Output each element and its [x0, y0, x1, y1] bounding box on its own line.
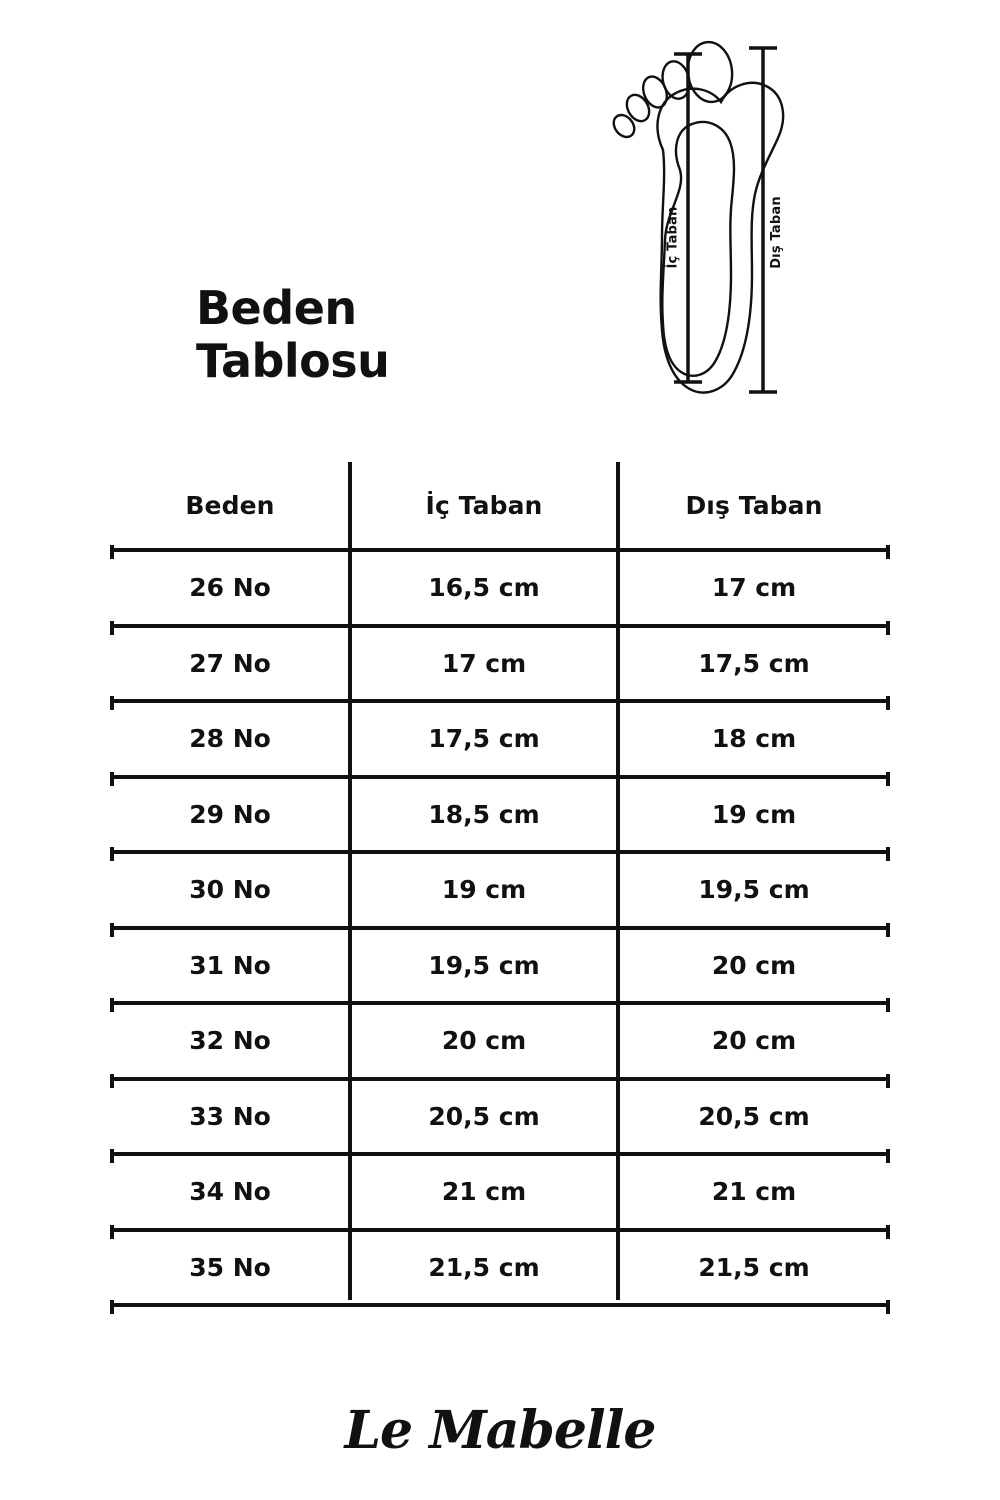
cell-dis-taban: 21,5 cm: [618, 1230, 890, 1306]
cell-ic-taban: 16,5 cm: [350, 550, 618, 626]
cell-ic-taban: 20,5 cm: [350, 1079, 618, 1155]
cell-dis-taban: 17 cm: [618, 550, 890, 626]
cell-dis-taban: 19 cm: [618, 777, 890, 853]
foot-measurement-diagram: [600, 30, 840, 420]
rule-end-cap: [110, 847, 114, 861]
cell-ic-taban: 17,5 cm: [350, 701, 618, 777]
rule-end-cap: [110, 998, 114, 1012]
cell-dis-taban: 20 cm: [618, 1003, 890, 1079]
table-row: [110, 928, 890, 1004]
rule-end-cap: [886, 1074, 890, 1088]
table-row: [110, 777, 890, 853]
cell-ic-taban: 21,5 cm: [350, 1230, 618, 1306]
cell-ic-taban: 19 cm: [350, 852, 618, 928]
cell-ic-taban: 19,5 cm: [350, 928, 618, 1004]
brand-logo: Le Mabelle: [344, 1400, 656, 1461]
column-divider-2: [616, 462, 620, 1300]
table-row: [110, 1079, 890, 1155]
rule-end-cap: [886, 621, 890, 635]
rule-end-cap: [110, 1074, 114, 1088]
cell-dis-taban: 20 cm: [618, 928, 890, 1004]
cell-ic-taban: 21 cm: [350, 1154, 618, 1230]
table-row: [110, 1154, 890, 1230]
cell-beden: 29 No: [110, 777, 350, 853]
rule-end-cap: [110, 545, 114, 559]
table-row: [110, 626, 890, 702]
cell-beden: 30 No: [110, 852, 350, 928]
page-title: [196, 282, 576, 389]
rule-end-cap: [886, 772, 890, 786]
rule-end-cap: [110, 772, 114, 786]
size-chart-table: [110, 462, 890, 1307]
rule-end-cap: [886, 545, 890, 559]
footprint-icon: [600, 30, 840, 420]
column-header-beden: Beden: [185, 490, 275, 520]
diagram-outer-sole-label: Dış Taban: [768, 196, 784, 269]
cell-beden: 27 No: [110, 626, 350, 702]
table-row: [110, 701, 890, 777]
table-row: [110, 1003, 890, 1079]
rule-end-cap: [886, 847, 890, 861]
cell-dis-taban: 21 cm: [618, 1154, 890, 1230]
table-row: [110, 1230, 890, 1306]
rule-end-cap: [886, 1300, 890, 1314]
rule-end-cap: [110, 621, 114, 635]
cell-dis-taban: 19,5 cm: [618, 852, 890, 928]
table-header-row: [110, 462, 890, 550]
column-header-dis-taban: Dış Taban: [685, 490, 823, 520]
cell-dis-taban: 17,5 cm: [618, 626, 890, 702]
rule-end-cap: [110, 923, 114, 937]
rule-end-cap: [886, 1149, 890, 1163]
rule-end-cap: [886, 1225, 890, 1239]
cell-beden: 28 No: [110, 701, 350, 777]
rule-end-cap: [886, 923, 890, 937]
rule-end-cap: [110, 1225, 114, 1239]
column-header-ic-taban: İç Taban: [425, 490, 543, 520]
cell-dis-taban: 20,5 cm: [618, 1079, 890, 1155]
page-title-line-2: Tablosu: [196, 334, 390, 389]
rule-end-cap: [110, 1149, 114, 1163]
rule-end-cap: [110, 1300, 114, 1314]
rule-end-cap: [886, 696, 890, 710]
rule-end-cap: [110, 696, 114, 710]
page-title-line-1: Beden: [196, 281, 357, 335]
cell-ic-taban: 17 cm: [350, 626, 618, 702]
cell-beden: 34 No: [110, 1154, 350, 1230]
cell-ic-taban: 18,5 cm: [350, 777, 618, 853]
rule-end-cap: [886, 998, 890, 1012]
cell-ic-taban: 20 cm: [350, 1003, 618, 1079]
column-divider-1: [348, 462, 352, 1300]
cell-dis-taban: 18 cm: [618, 701, 890, 777]
cell-beden: 33 No: [110, 1079, 350, 1155]
cell-beden: 31 No: [110, 928, 350, 1004]
cell-beden: 32 No: [110, 1003, 350, 1079]
table-row: [110, 550, 890, 626]
cell-beden: 26 No: [110, 550, 350, 626]
cell-beden: 35 No: [110, 1230, 350, 1306]
table-row: [110, 852, 890, 928]
diagram-inner-sole-label: İç Taban: [665, 206, 681, 269]
